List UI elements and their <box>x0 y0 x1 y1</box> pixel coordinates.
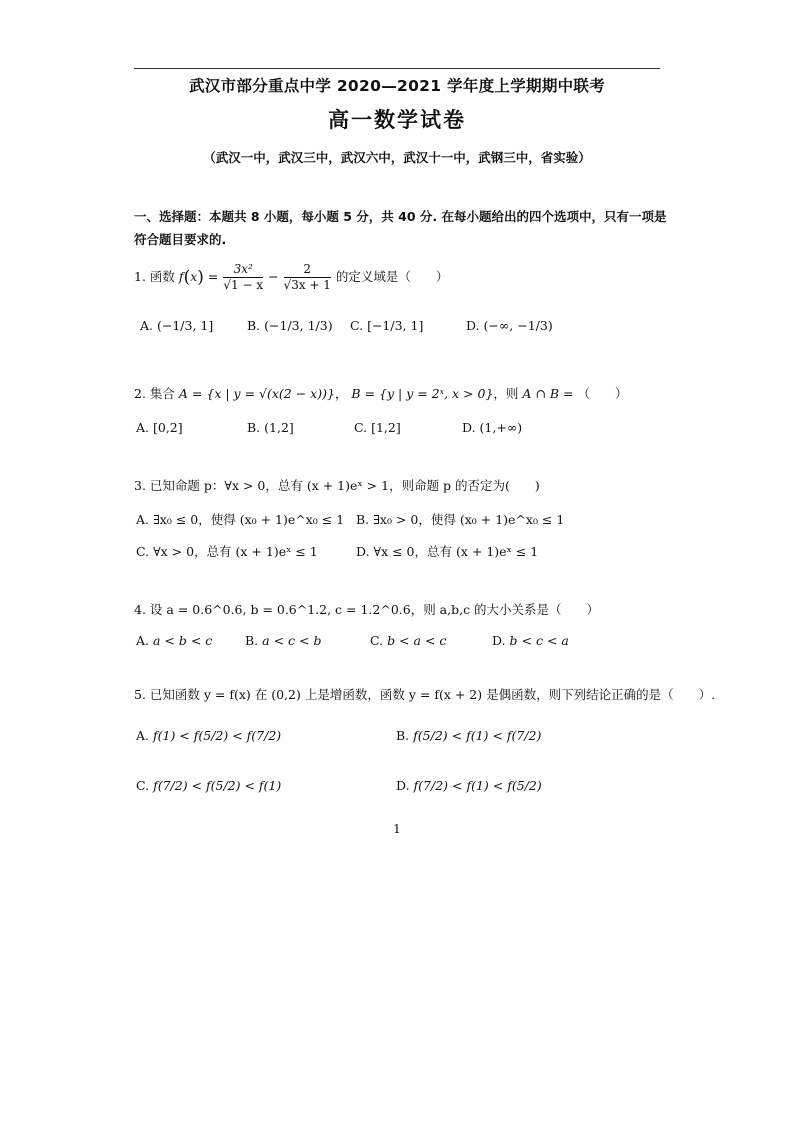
q1-fraction-1-numerator: 3x² <box>223 262 263 278</box>
q1-option-a-text: (−1/3, 1] <box>157 318 214 333</box>
q2-option-b-text: (1,2] <box>264 420 294 435</box>
q2-option-b[interactable] <box>247 418 294 438</box>
page-number: 1 <box>393 822 401 836</box>
question-3 <box>134 476 540 496</box>
q1-option-c-text: [−1/3, 1] <box>367 318 424 333</box>
header-rule <box>134 68 660 69</box>
question-4-text: 设 a = 0.6^0.6, b = 0.6^1.2, c = 1.2^0.6，则 a,b,c 的大小关系是（ ） <box>149 602 600 617</box>
q2-option-a-text: [0,2] <box>153 420 183 435</box>
q3-option-b-label: B. <box>356 512 370 527</box>
question-3-number: 3. <box>134 478 146 493</box>
q3-option-a[interactable] <box>136 510 344 530</box>
question-3-text: 已知命题 p：∀x > 0，总有 (x + 1)eˣ > 1，则命题 p 的否定为( ) <box>149 478 540 493</box>
q3-option-b[interactable] <box>356 510 564 530</box>
question-4-number: 4. <box>134 602 146 617</box>
q3-option-d-label: D. <box>356 544 370 559</box>
q5-option-c-label: C. <box>136 778 150 793</box>
q3-option-c-text: ∀x > 0，总有 (x + 1)eˣ ≤ 1 <box>153 544 318 559</box>
q2-option-c-text: [1,2] <box>371 420 401 435</box>
q1-fraction-1 <box>223 262 263 293</box>
q4-option-c-label: C. <box>370 633 384 648</box>
q3-option-c-label: C. <box>136 544 150 559</box>
q2-option-b-label: B. <box>247 420 261 435</box>
question-1-number: 1. <box>134 269 146 284</box>
q4-option-d[interactable] <box>492 631 569 651</box>
section-heading: 一、选择题：本题共 8 小题，每小题 5 分，共 40 分. 在每小题给出的四个选项中，只有一项是符合题目要求的. <box>134 209 667 247</box>
q1-fraction-2-denominator: √3x + 1 <box>283 278 331 292</box>
q2-option-a-label: A. <box>136 420 150 435</box>
q1-option-d[interactable] <box>466 316 553 336</box>
question-2-text-a: 集合 <box>149 386 175 401</box>
q2-option-c-label: C. <box>354 420 368 435</box>
q1-option-c[interactable] <box>350 316 423 336</box>
header-title: 武汉市部分重点中学 2020—2021 学年度上学期期中联考 <box>188 77 606 95</box>
q5-option-b[interactable] <box>396 726 541 746</box>
q3-option-a-text: ∃x₀ ≤ 0，使得 (x₀ + 1)e^x₀ ≤ 1 <box>153 512 345 527</box>
q1-option-b[interactable] <box>247 316 333 336</box>
q5-option-b-label: B. <box>396 728 410 743</box>
q4-option-a-label: A. <box>136 633 150 648</box>
q1-fraction-2-numerator: 2 <box>284 262 331 278</box>
q4-option-b-text: a < c < b <box>262 633 322 648</box>
q5-option-d-label: D. <box>396 778 410 793</box>
q1-option-b-text: (−1/3, 1/3) <box>264 318 333 333</box>
question-1-tail: 的定义域是（ ） <box>335 269 449 284</box>
q5-option-c[interactable] <box>136 776 281 796</box>
q1-option-d-text: (−∞, −1/3) <box>483 318 553 333</box>
q1-x: x <box>190 269 198 284</box>
q1-fraction-2 <box>284 262 331 293</box>
q3-option-d[interactable] <box>356 542 538 562</box>
question-2-tail: （ ） <box>577 386 628 401</box>
q3-option-a-label: A. <box>136 512 150 527</box>
q1-option-d-label: D. <box>466 318 480 333</box>
q5-option-a[interactable] <box>136 726 281 746</box>
q1-option-c-label: C. <box>350 318 364 333</box>
q3-option-b-text: ∃x₀ > 0，使得 (x₀ + 1)e^x₀ ≤ 1 <box>373 512 565 527</box>
q2-option-d-text: (1,+∞) <box>479 420 523 435</box>
q1-equals: = <box>207 269 219 284</box>
q4-option-a-text: a < b < c <box>153 633 213 648</box>
q1-fraction-1-denominator: √1 − x <box>223 278 264 292</box>
q2-set-a: A = {x | y = √(x(2 − x))} <box>178 386 335 401</box>
q5-option-a-text: f(1) < f(5/2) < f(7/2) <box>153 728 282 743</box>
question-5-number: 5. <box>134 687 146 702</box>
question-1-lead: 函数 <box>149 269 175 284</box>
q5-option-d[interactable] <box>396 776 542 796</box>
question-5-text: 已知函数 y = f(x) 在 (0,2) 上是增函数，函数 y = f(x + 2) 是偶函数，则下列结论正确的是（ ）. <box>149 687 716 702</box>
q5-option-b-text: f(5/2) < f(1) < f(7/2) <box>413 728 542 743</box>
q1-option-a[interactable] <box>140 316 213 336</box>
q3-option-d-text: ∀x ≤ 0，总有 (x + 1)eˣ ≤ 1 <box>373 544 539 559</box>
q4-option-b[interactable] <box>245 631 321 651</box>
q1-fx: f <box>178 269 184 284</box>
q5-option-d-text: f(7/2) < f(1) < f(5/2) <box>413 778 542 793</box>
q1-option-a-label: A. <box>140 318 154 333</box>
q5-option-a-label: A. <box>136 728 150 743</box>
q2-option-d-label: D. <box>462 420 476 435</box>
q4-option-a[interactable] <box>136 631 212 651</box>
question-2-number: 2. <box>134 386 146 401</box>
q5-option-c-text: f(7/2) < f(5/2) < f(1) <box>153 778 282 793</box>
q4-option-d-text: b < c < a <box>509 633 569 648</box>
q4-option-c[interactable] <box>370 631 446 651</box>
question-5 <box>134 685 715 705</box>
exam-title: 高一数学试卷 <box>328 108 466 132</box>
q2-option-c[interactable] <box>354 418 401 438</box>
q1-option-b-label: B. <box>247 318 261 333</box>
question-1: 1. 函数 f(x) = $\frac{\text{3x²}}{√1 - x}$ − $\frac{2}{√3x + 1}$ 的定义域是（ ） <box>134 262 449 292</box>
q1-minus: − <box>268 269 279 284</box>
q4-option-b-label: B. <box>245 633 259 648</box>
participating-schools: （武汉一中，武汉三中，武汉六中，武汉十一中，武钢三中，省实验） <box>203 150 591 165</box>
q2-option-d[interactable] <box>462 418 522 438</box>
question-2 <box>134 384 628 404</box>
q4-option-d-label: D. <box>492 633 506 648</box>
q4-option-c-text: b < a < c <box>387 633 447 648</box>
question-2-text-b: ，则 <box>493 386 519 401</box>
q2-sep: ， <box>334 386 348 401</box>
question-4 <box>134 600 599 620</box>
q2-option-a[interactable] <box>136 418 183 438</box>
q2-intersection: A ∩ B = <box>522 386 574 401</box>
q3-option-c[interactable] <box>136 542 318 562</box>
q2-set-b: B = {y | y = 2ˣ, x > 0} <box>351 386 494 401</box>
